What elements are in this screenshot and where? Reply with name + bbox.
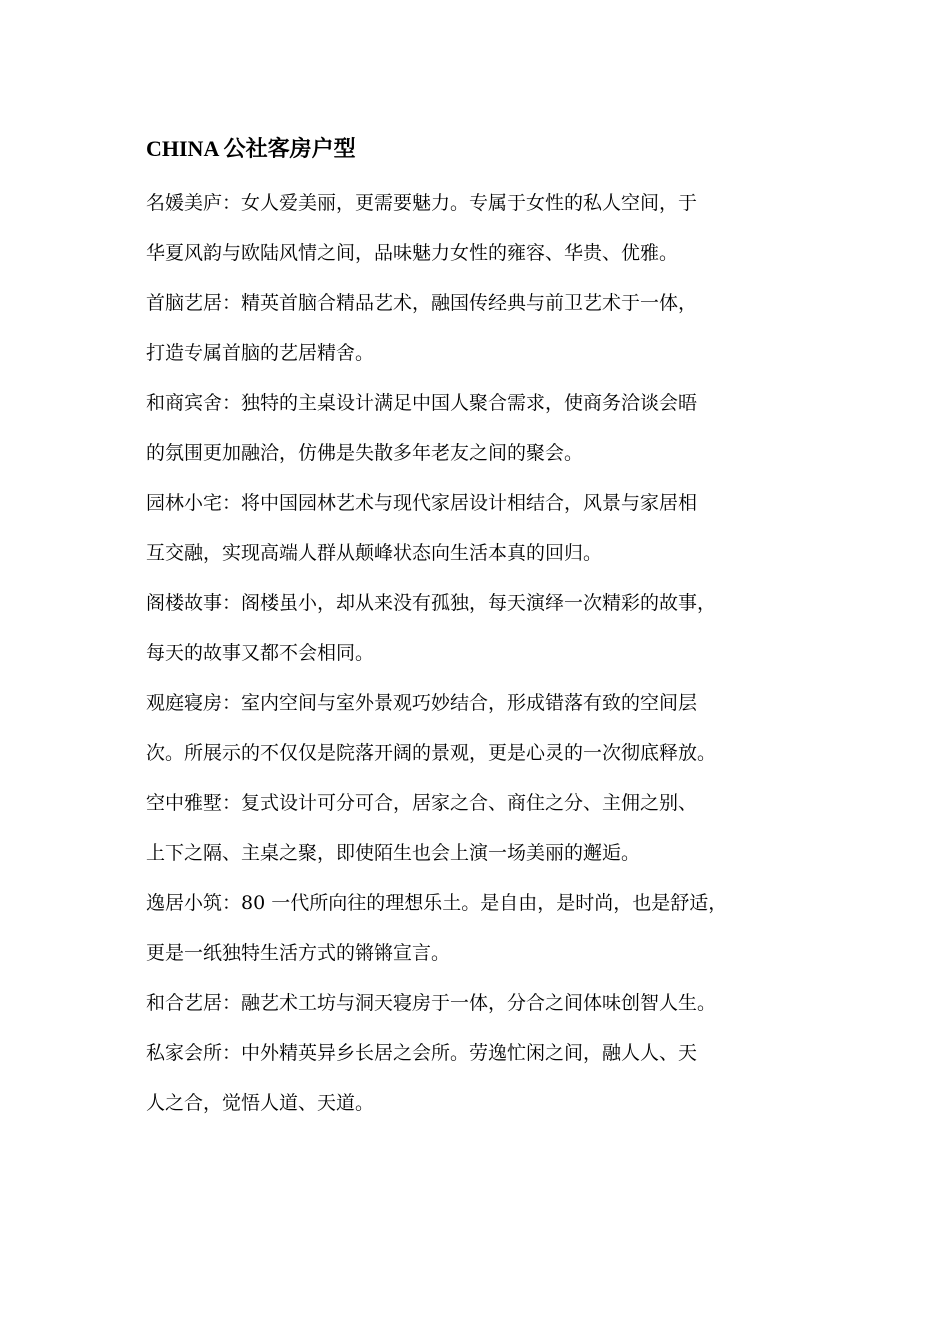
entry-line: 空中雅墅：复式设计可分可合，居家之合、商住之分、主佣之别、 bbox=[146, 792, 698, 814]
entry-line: 更是一纸独特生活方式的锵锵宣言。 bbox=[146, 942, 451, 964]
entry-line: 上下之隔、主桌之聚，即使陌生也会上演一场美丽的邂逅。 bbox=[146, 842, 641, 864]
room-entry-guanting bbox=[146, 678, 826, 778]
room-entry-mingyuan bbox=[146, 178, 826, 278]
room-entry-yuanlin bbox=[146, 478, 826, 578]
entry-line: 名媛美庐：女人爱美丽，更需要魅力。专属于女性的私人空间，于 bbox=[146, 192, 698, 214]
entry-line: 逸居小筑：80 一代所向往的理想乐土。是自由，是时尚，也是舒适， bbox=[146, 892, 728, 914]
entry-line: 的氛围更加融洽，仿佛是失散多年老友之间的聚会。 bbox=[146, 442, 584, 464]
room-entry-heshang bbox=[146, 378, 826, 478]
entry-line: 和商宾舍：独特的主桌设计满足中国人聚合需求，使商务洽谈会晤 bbox=[146, 392, 698, 414]
entry-line: 阁楼故事：阁楼虽小，却从来没有孤独，每天演绎一次精彩的故事， bbox=[146, 592, 717, 614]
entry-line: 园林小宅：将中国园林艺术与现代家居设计相结合，风景与家居相 bbox=[146, 492, 698, 514]
room-entry-hehe bbox=[146, 978, 826, 1028]
document-body bbox=[146, 128, 826, 1128]
entry-line: 和合艺居：融艺术工坊与洞天寝房于一体，分合之间体味创智人生。 bbox=[146, 992, 717, 1014]
entry-line: 私家会所：中外精英异乡长居之会所。劳逸忙闲之间，融人人、天 bbox=[146, 1042, 698, 1064]
entry-line: 次。所展示的不仅仅是院落开阔的景观，更是心灵的一次彻底释放。 bbox=[146, 742, 717, 764]
room-entry-gelou bbox=[146, 578, 826, 678]
entry-line: 首脑艺居：精英首脑合精品艺术，融国传经典与前卫艺术于一体， bbox=[146, 292, 698, 314]
entry-line: 打造专属首脑的艺居精舍。 bbox=[146, 342, 375, 364]
room-entry-kongzhong bbox=[146, 778, 826, 878]
entry-line: 观庭寝房：室内空间与室外景观巧妙结合，形成错落有致的空间层 bbox=[146, 692, 698, 714]
document-title: CHINA 公社客房户型 bbox=[146, 136, 356, 161]
entry-line: 华夏风韵与欧陆风情之间，品味魅力女性的雍容、华贵、优雅。 bbox=[146, 242, 679, 264]
room-entry-sijia bbox=[146, 1028, 826, 1128]
room-entry-yiju bbox=[146, 878, 826, 978]
entry-line: 每天的故事又都不会相同。 bbox=[146, 642, 375, 664]
entry-line: 人之合，觉悟人道、天道。 bbox=[146, 1092, 375, 1114]
room-entry-shounao bbox=[146, 278, 826, 378]
entry-line: 互交融，实现高端人群从颠峰状态向生活本真的回归。 bbox=[146, 542, 603, 564]
